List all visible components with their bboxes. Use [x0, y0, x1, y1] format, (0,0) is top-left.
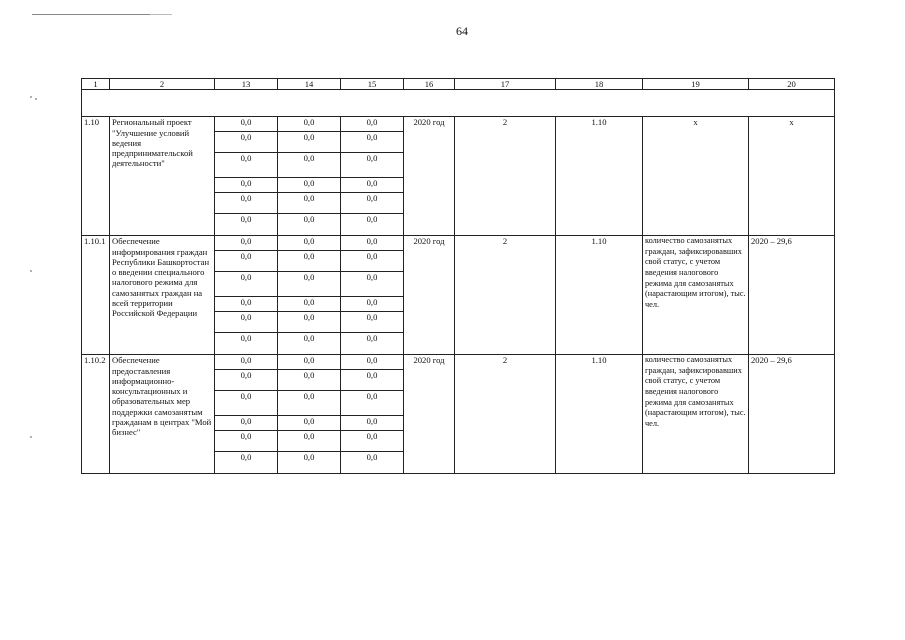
column-number: 2 [110, 79, 215, 90]
target-value-cell: x [749, 117, 835, 236]
value-cell: 0,0 [215, 236, 278, 251]
value-cell: 0,0 [278, 132, 341, 153]
table-row [82, 355, 835, 370]
value-cell: 0,0 [215, 214, 278, 236]
value-cell: 0,0 [215, 416, 278, 431]
value-cell: 0,0 [278, 272, 341, 297]
value-cell: 0,0 [278, 236, 341, 251]
column-number: 17 [455, 79, 556, 90]
indicator-cell: x [643, 117, 749, 236]
value-cell: 0,0 [341, 132, 404, 153]
table-row [82, 117, 835, 132]
column-18-cell: 1.10 [556, 117, 643, 236]
value-cell: 0,0 [341, 333, 404, 355]
row-index: 1.10 [82, 117, 110, 236]
value-cell: 0,0 [341, 416, 404, 431]
value-cell: 0,0 [215, 117, 278, 132]
target-value-cell: 2020 – 29,6 [749, 236, 835, 355]
column-number: 1 [82, 79, 110, 90]
value-cell: 0,0 [341, 236, 404, 251]
scan-artifact-line [32, 14, 150, 15]
scan-artifact-dot [30, 436, 32, 438]
value-cell: 0,0 [341, 251, 404, 272]
value-cell: 0,0 [278, 117, 341, 132]
row-index: 1.10.2 [82, 355, 110, 474]
column-number: 18 [556, 79, 643, 90]
value-cell: 0,0 [341, 452, 404, 474]
year-cell: 2020 год [404, 236, 455, 355]
table-row [82, 236, 835, 251]
value-cell: 0,0 [215, 178, 278, 193]
value-cell: 0,0 [341, 272, 404, 297]
indicator-cell: количество самозанятых граждан, зафиксировавших свой статус, с учетом введения налогового режима для самозанятых (нарастающим итогом), тыс. чел. [643, 236, 749, 355]
column-number: 20 [749, 79, 835, 90]
scan-artifact-dot [30, 96, 32, 98]
value-cell: 0,0 [341, 355, 404, 370]
value-cell: 0,0 [278, 297, 341, 312]
value-cell: 0,0 [341, 370, 404, 391]
value-cell: 0,0 [341, 117, 404, 132]
value-cell: 0,0 [341, 214, 404, 236]
column-number: 13 [215, 79, 278, 90]
column-number: 19 [643, 79, 749, 90]
column-17-cell: 2 [455, 117, 556, 236]
activity-name: Региональный проект "Улучшение условий ведения предпринимательской деятельности" [110, 117, 215, 236]
value-cell: 0,0 [278, 193, 341, 214]
value-cell: 0,0 [215, 297, 278, 312]
value-cell: 0,0 [215, 193, 278, 214]
value-cell: 0,0 [341, 297, 404, 312]
value-cell: 0,0 [215, 370, 278, 391]
column-17-cell: 2 [455, 236, 556, 355]
value-cell: 0,0 [341, 193, 404, 214]
activity-name: Обеспечение информирования граждан Республики Башкортостан о введении специального налогового режима для самозанятых граждан на всей территории Российской Федерации [110, 236, 215, 355]
value-cell: 0,0 [215, 333, 278, 355]
value-cell: 0,0 [278, 391, 341, 416]
value-cell: 0,0 [215, 391, 278, 416]
value-cell: 0,0 [278, 312, 341, 333]
value-cell: 0,0 [278, 370, 341, 391]
program-table [81, 78, 835, 474]
column-18-cell: 1.10 [556, 355, 643, 474]
page-number: 64 [456, 24, 468, 38]
value-cell: 0,0 [341, 431, 404, 452]
target-value-cell: 2020 – 29,6 [749, 355, 835, 474]
column-17-cell: 2 [455, 355, 556, 474]
scan-artifact-dot [35, 98, 37, 100]
column-18-cell: 1.10 [556, 236, 643, 355]
row-index: 1.10.1 [82, 236, 110, 355]
value-cell: 0,0 [341, 178, 404, 193]
value-cell: 0,0 [278, 416, 341, 431]
value-cell: 0,0 [215, 355, 278, 370]
value-cell: 0,0 [278, 178, 341, 193]
value-cell: 0,0 [278, 214, 341, 236]
year-cell: 2020 год [404, 117, 455, 236]
value-cell: 0,0 [215, 251, 278, 272]
value-cell: 0,0 [215, 153, 278, 178]
column-number-row [82, 79, 835, 90]
scan-artifact-dot [30, 270, 32, 272]
value-cell: 0,0 [278, 431, 341, 452]
value-cell: 0,0 [215, 431, 278, 452]
value-cell: 0,0 [215, 272, 278, 297]
value-cell: 0,0 [215, 312, 278, 333]
year-cell: 2020 год [404, 355, 455, 474]
scan-artifact-line [150, 14, 172, 15]
value-cell: 0,0 [215, 132, 278, 153]
column-number: 15 [341, 79, 404, 90]
blank-row [82, 90, 835, 117]
value-cell: 0,0 [341, 312, 404, 333]
value-cell: 0,0 [278, 355, 341, 370]
value-cell: 0,0 [215, 452, 278, 474]
value-cell: 0,0 [341, 391, 404, 416]
column-number: 16 [404, 79, 455, 90]
column-number: 14 [278, 79, 341, 90]
value-cell: 0,0 [278, 452, 341, 474]
indicator-cell: количество самозанятых граждан, зафиксировавших свой статус, с учетом введения налогового режима для самозанятых (нарастающим итогом), тыс. чел. [643, 355, 749, 474]
value-cell: 0,0 [278, 333, 341, 355]
value-cell: 0,0 [278, 153, 341, 178]
value-cell: 0,0 [341, 153, 404, 178]
activity-name: Обеспечение предоставления информационно-консультационных и образовательных мер поддержки самозанятым гражданам в центрах "Мой бизнес" [110, 355, 215, 474]
value-cell: 0,0 [278, 251, 341, 272]
